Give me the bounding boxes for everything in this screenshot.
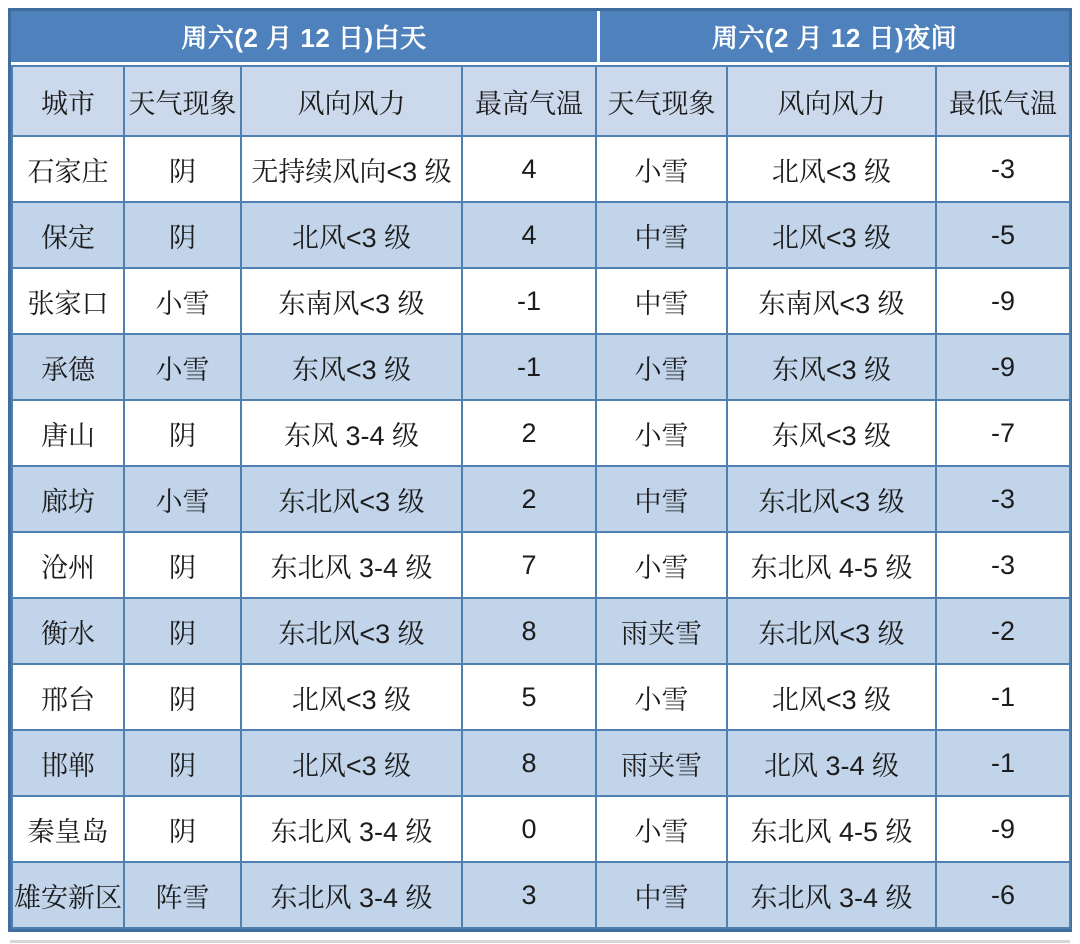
cell-day-high-temp: 3 bbox=[462, 862, 596, 928]
night-section-header: 周六(2 月 12 日)夜间 bbox=[600, 11, 1069, 62]
cell-night-low-temp: -6 bbox=[936, 862, 1070, 928]
cell-day-high-temp: 2 bbox=[462, 466, 596, 532]
day-section-header: 周六(2 月 12 日)白天 bbox=[11, 11, 597, 62]
table-row bbox=[12, 136, 1070, 202]
cell-day-wind: 北风<3 级 bbox=[241, 730, 462, 796]
table-row bbox=[12, 862, 1070, 928]
weather-forecast-table bbox=[8, 8, 1072, 932]
cell-day-wind: 东北风 3-4 级 bbox=[241, 532, 462, 598]
cell-city: 保定 bbox=[12, 202, 124, 268]
cell-night-wind: 北风 3-4 级 bbox=[727, 730, 936, 796]
cell-night-low-temp: -3 bbox=[936, 532, 1070, 598]
cell-day-wind: 东风<3 级 bbox=[241, 334, 462, 400]
table-row bbox=[12, 796, 1070, 862]
cell-day-high-temp: 7 bbox=[462, 532, 596, 598]
cell-city: 衡水 bbox=[12, 598, 124, 664]
cell-day-high-temp: 8 bbox=[462, 730, 596, 796]
cell-night-weather: 中雪 bbox=[596, 268, 727, 334]
cell-city: 廊坊 bbox=[12, 466, 124, 532]
cell-night-weather: 小雪 bbox=[596, 796, 727, 862]
cell-night-wind: 东北风 3-4 级 bbox=[727, 862, 936, 928]
table-row bbox=[12, 334, 1070, 400]
table-row bbox=[12, 400, 1070, 466]
col-header-day-high-temp: 最高气温 bbox=[462, 66, 596, 136]
cell-day-wind: 东北风 3-4 级 bbox=[241, 862, 462, 928]
cell-day-weather: 阴 bbox=[124, 664, 241, 730]
cell-day-high-temp: 2 bbox=[462, 400, 596, 466]
cell-day-high-temp: 5 bbox=[462, 664, 596, 730]
cell-day-weather: 阴 bbox=[124, 796, 241, 862]
cell-day-high-temp: 4 bbox=[462, 136, 596, 202]
cell-night-weather: 雨夹雪 bbox=[596, 598, 727, 664]
cell-night-wind: 北风<3 级 bbox=[727, 202, 936, 268]
cell-night-weather: 中雪 bbox=[596, 202, 727, 268]
cell-night-weather: 小雪 bbox=[596, 400, 727, 466]
cell-night-low-temp: -5 bbox=[936, 202, 1070, 268]
table-row bbox=[12, 202, 1070, 268]
cell-night-low-temp: -9 bbox=[936, 334, 1070, 400]
cell-day-weather: 阴 bbox=[124, 730, 241, 796]
cell-night-low-temp: -1 bbox=[936, 730, 1070, 796]
cell-night-low-temp: -9 bbox=[936, 796, 1070, 862]
cell-night-wind: 北风<3 级 bbox=[727, 136, 936, 202]
table-row bbox=[12, 664, 1070, 730]
col-header-day-weather: 天气现象 bbox=[124, 66, 241, 136]
table-row bbox=[12, 730, 1070, 796]
cell-night-low-temp: -3 bbox=[936, 136, 1070, 202]
cell-day-wind: 东风 3-4 级 bbox=[241, 400, 462, 466]
cell-night-weather: 小雪 bbox=[596, 334, 727, 400]
cell-day-wind: 东北风<3 级 bbox=[241, 598, 462, 664]
cell-night-wind: 东风<3 级 bbox=[727, 400, 936, 466]
cell-city: 张家口 bbox=[12, 268, 124, 334]
cell-day-high-temp: -1 bbox=[462, 334, 596, 400]
cell-city: 唐山 bbox=[12, 400, 124, 466]
cell-day-weather: 阵雪 bbox=[124, 862, 241, 928]
cell-day-weather: 阴 bbox=[124, 532, 241, 598]
cell-night-weather: 小雪 bbox=[596, 664, 727, 730]
cell-day-wind: 北风<3 级 bbox=[241, 664, 462, 730]
cell-day-high-temp: 8 bbox=[462, 598, 596, 664]
cell-night-weather: 中雪 bbox=[596, 466, 727, 532]
forecast-grid bbox=[11, 65, 1071, 929]
cell-night-wind: 东南风<3 级 bbox=[727, 268, 936, 334]
cell-city: 秦皇岛 bbox=[12, 796, 124, 862]
cell-city: 邯郸 bbox=[12, 730, 124, 796]
table-row bbox=[12, 598, 1070, 664]
cell-day-weather: 阴 bbox=[124, 598, 241, 664]
cell-night-wind: 北风<3 级 bbox=[727, 664, 936, 730]
cell-day-wind: 东南风<3 级 bbox=[241, 268, 462, 334]
cell-day-wind: 东北风<3 级 bbox=[241, 466, 462, 532]
cell-day-weather: 阴 bbox=[124, 136, 241, 202]
cell-night-low-temp: -7 bbox=[936, 400, 1070, 466]
cell-city: 承德 bbox=[12, 334, 124, 400]
cell-day-weather: 阴 bbox=[124, 202, 241, 268]
cell-night-low-temp: -3 bbox=[936, 466, 1070, 532]
cell-day-weather: 小雪 bbox=[124, 466, 241, 532]
table-body bbox=[12, 136, 1070, 928]
bottom-shadow bbox=[10, 940, 1070, 943]
cell-day-weather: 小雪 bbox=[124, 334, 241, 400]
col-header-night-wind: 风向风力 bbox=[727, 66, 936, 136]
cell-day-weather: 小雪 bbox=[124, 268, 241, 334]
cell-night-wind: 东北风 4-5 级 bbox=[727, 532, 936, 598]
cell-night-weather: 雨夹雪 bbox=[596, 730, 727, 796]
table-row bbox=[12, 466, 1070, 532]
day-night-header-band bbox=[11, 11, 1069, 62]
cell-city: 邢台 bbox=[12, 664, 124, 730]
col-header-night-weather: 天气现象 bbox=[596, 66, 727, 136]
cell-night-wind: 东风<3 级 bbox=[727, 334, 936, 400]
cell-city: 石家庄 bbox=[12, 136, 124, 202]
col-header-night-low-temp: 最低气温 bbox=[936, 66, 1070, 136]
cell-night-low-temp: -1 bbox=[936, 664, 1070, 730]
table-row bbox=[12, 532, 1070, 598]
cell-night-low-temp: -2 bbox=[936, 598, 1070, 664]
cell-night-low-temp: -9 bbox=[936, 268, 1070, 334]
cell-night-weather: 小雪 bbox=[596, 532, 727, 598]
cell-night-weather: 中雪 bbox=[596, 862, 727, 928]
cell-night-weather: 小雪 bbox=[596, 136, 727, 202]
table-row bbox=[12, 268, 1070, 334]
cell-city: 雄安新区 bbox=[12, 862, 124, 928]
cell-day-high-temp: 0 bbox=[462, 796, 596, 862]
col-header-city: 城市 bbox=[12, 66, 124, 136]
cell-day-wind: 北风<3 级 bbox=[241, 202, 462, 268]
cell-night-wind: 东北风<3 级 bbox=[727, 598, 936, 664]
cell-night-wind: 东北风<3 级 bbox=[727, 466, 936, 532]
cell-day-high-temp: 4 bbox=[462, 202, 596, 268]
cell-city: 沧州 bbox=[12, 532, 124, 598]
cell-day-wind: 无持续风向<3 级 bbox=[241, 136, 462, 202]
cell-day-weather: 阴 bbox=[124, 400, 241, 466]
cell-day-high-temp: -1 bbox=[462, 268, 596, 334]
col-header-day-wind: 风向风力 bbox=[241, 66, 462, 136]
cell-night-wind: 东北风 4-5 级 bbox=[727, 796, 936, 862]
column-header-row bbox=[12, 66, 1070, 136]
cell-day-wind: 东北风 3-4 级 bbox=[241, 796, 462, 862]
